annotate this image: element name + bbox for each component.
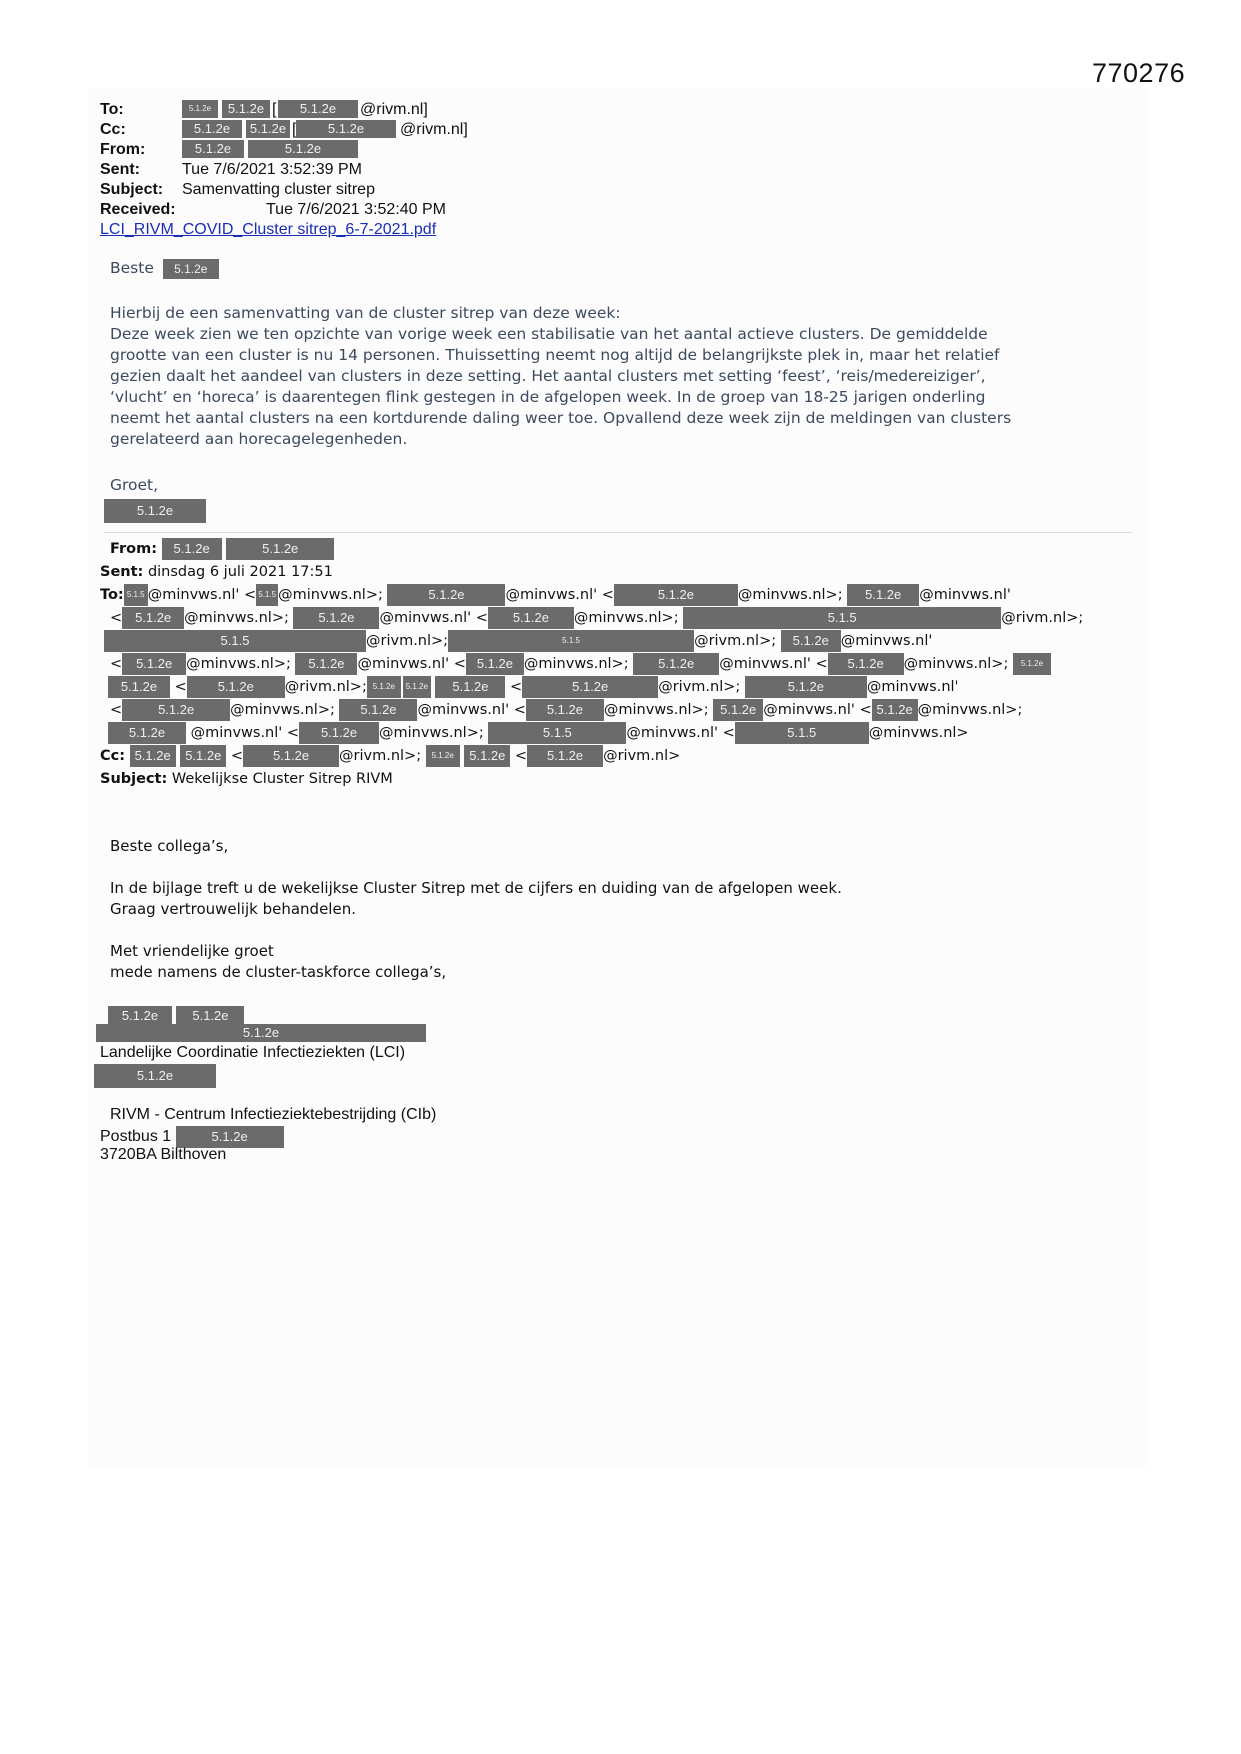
to-row-cont: 5.1.5 @rivm.nl>; 5.1.5 @rivm.nl>; 5.1.2e @minvws.nl' <box>100 630 1083 653</box>
redaction: 5.1.2e <box>104 499 206 523</box>
signature-title <box>96 1024 426 1042</box>
to-row-cont: 5.1.2e < 5.1.2e @rivm.nl>; 5.1.2e 5.1.2e 5.1.2e < 5.1.2e @rivm.nl>; 5.1.2e @minvws.nl' <box>100 676 1083 699</box>
redaction: 5.1.2e <box>96 1024 426 1042</box>
redaction: 5.1.2e <box>182 120 242 138</box>
redaction: 5.1.2e <box>180 745 226 767</box>
redaction: 5.1.5 <box>448 630 694 652</box>
message2-body <box>110 836 842 983</box>
redaction: 5.1.2e <box>488 607 574 629</box>
redaction: 5.1.2e <box>122 653 186 675</box>
redaction: 5.1.2e <box>435 676 505 698</box>
paragraph-line: In de bijlage treft u de wekelijkse Cluster Sitrep met de cijfers en duiding van de afgelopen week. <box>110 879 842 897</box>
redaction: 5.1.2e <box>464 745 510 767</box>
paragraph-line: gezien daalt het aandeel van clusters in deze setting. Het aantal clusters met setting ‘feest’, ‘reis/medereiziger’, <box>110 367 986 385</box>
redaction: 5.1.5 <box>735 722 869 744</box>
sent-label: Sent: <box>100 161 140 178</box>
from-row <box>100 538 1083 561</box>
cc-label: Cc: <box>100 748 126 764</box>
redaction: 5.1.2e <box>614 584 738 606</box>
redaction: 5.1.5 <box>124 584 148 606</box>
signature-city: 3720BA Bilthoven <box>100 1146 227 1163</box>
redaction: 5.1.2e <box>1013 653 1051 675</box>
sent-row <box>100 160 436 180</box>
paragraph-line: grootte van een cluster is nu 14 personen. Thuissetting neemt nog altijd de belangrijkste plek in, maar het relatief <box>110 346 1000 364</box>
closing: Groet, <box>110 476 159 494</box>
to-row: To: 5.1.5 @minvws.nl' < 5.1.5 @minvws.nl>; 5.1.2e @minvws.nl' < 5.1.2e @minvws.nl>; 5.1.2e @minvws.nl' <box>100 584 1083 607</box>
from-label: From: <box>110 541 157 557</box>
redaction: 5.1.2e <box>187 676 285 698</box>
to-domain: @rivm.nl] <box>360 101 428 118</box>
subject-value: Samenvatting cluster sitrep <box>182 181 375 198</box>
redaction: 5.1.2e <box>182 140 244 158</box>
subject-value: Wekelijkse Cluster Sitrep RIVM <box>171 771 393 787</box>
closing-line: Met vriendelijke groet <box>110 942 274 960</box>
paragraph-line: Deze week zien we ten opzichte van vorige week een stabilisatie van het aantal actieve clusters. De gemiddelde <box>110 325 988 343</box>
sent-value: dinsdag 6 juli 2021 17:51 <box>147 564 333 580</box>
cc-row: Cc: 5.1.2e 5.1.2e < 5.1.2e @rivm.nl>; 5.1.2e 5.1.2e < 5.1.2e @rivm.nl> <box>100 745 1083 768</box>
sent-row <box>100 561 1083 584</box>
redaction: 5.1.2e <box>299 722 379 744</box>
redaction: 5.1.2e <box>226 538 334 560</box>
redaction: 5.1.2e <box>847 584 919 606</box>
redaction: 5.1.2e <box>176 1126 284 1148</box>
redaction: 5.1.2e <box>176 1006 244 1026</box>
redaction: 5.1.2e <box>339 699 417 721</box>
greeting: Beste collega’s, <box>110 837 229 855</box>
redaction: 5.1.2e <box>426 745 460 767</box>
redaction: 5.1.2e <box>94 1064 216 1088</box>
subject-row <box>100 768 1083 791</box>
redaction: 5.1.2e <box>182 100 218 118</box>
subject-label: Subject: <box>100 771 168 787</box>
redaction: 5.1.2e <box>527 745 603 767</box>
received-value: Tue 7/6/2021 3:52:40 PM <box>266 201 446 218</box>
redaction: 5.1.2e <box>248 140 358 158</box>
greeting: Beste <box>110 259 154 277</box>
redaction: 5.1.2e <box>108 1006 172 1026</box>
redaction: 5.1.2e <box>163 259 219 279</box>
signature-name <box>108 1006 244 1026</box>
to-row: To: 5.1.2e 5.1.2e [ 5.1.2e @rivm.nl] <box>100 101 428 118</box>
subject-row <box>100 180 436 200</box>
to-row-cont: < 5.1.2e @minvws.nl>; 5.1.2e @minvws.nl' < 5.1.2e @minvws.nl>; 5.1.5 @rivm.nl>; <box>100 607 1083 630</box>
redaction: 5.1.2e <box>278 100 358 118</box>
redaction: 5.1.2e <box>781 630 841 652</box>
paragraph-line: neemt het aantal clusters na een kortdurende daling weer toe. Opvallend deze week zijn de meldingen van clusters <box>110 409 1012 427</box>
redaction: 5.1.2e <box>828 653 904 675</box>
message1-header <box>100 100 468 240</box>
redaction: 5.1.2e <box>526 699 604 721</box>
redaction: 5.1.2e <box>633 653 719 675</box>
redaction: 5.1.5 <box>256 584 278 606</box>
paragraph-line: gerelateerd aan horecagelegenheden. <box>110 430 408 448</box>
to-row-cont: < 5.1.2e @minvws.nl>; 5.1.2e @minvws.nl' < 5.1.2e @minvws.nl>; 5.1.2e @minvws.nl' < 5.1.2e @minvws.nl>; 5.1.2e <box>100 653 1083 676</box>
redaction: 5.1.2e <box>295 653 357 675</box>
redaction: 5.1.2e <box>108 676 170 698</box>
sent-label: Sent: <box>100 564 144 580</box>
paragraph-line: Hierbij de een samenvatting van de cluster sitrep van deze week: <box>110 304 621 322</box>
signature-department: Landelijke Coordinatie Infectieziekten (LCI) <box>100 1044 406 1061</box>
cc-label: Cc: <box>100 121 126 138</box>
redaction: 5.1.5 <box>683 607 1001 629</box>
redaction: 5.1.5 <box>104 630 366 652</box>
redaction: 5.1.2e <box>122 607 184 629</box>
attachment-link[interactable]: LCI_RIVM_COVID_Cluster sitrep_6-7-2021.pdf <box>100 221 437 238</box>
received-label: Received: <box>100 201 176 218</box>
closing-line: mede namens de cluster-taskforce collega’s, <box>110 963 447 981</box>
to-label: To: <box>100 587 124 603</box>
cc-row: Cc: 5.1.2e 5.1.2e [ 5.1.2e @rivm.nl] <box>100 121 468 138</box>
redaction: 5.1.2e <box>403 676 431 698</box>
redaction: 5.1.2e <box>522 676 658 698</box>
redaction: 5.1.5 <box>488 722 626 744</box>
from-row <box>100 140 436 160</box>
signature-organization: RIVM - Centrum Infectieziektebestrijding (CIb) <box>110 1106 437 1123</box>
redaction: 5.1.2e <box>293 607 379 629</box>
redaction: 5.1.2e <box>387 584 505 606</box>
document-number: 770276 <box>1092 58 1186 88</box>
divider <box>104 532 1132 533</box>
to-label: To: <box>100 101 124 118</box>
paragraph-line: ‘vlucht’ en ‘horeca’ is daarentegen flink gestegen in de afgelopen week. In de groep van 18-25 jarigen onderling <box>110 388 986 406</box>
redaction: 5.1.2e <box>466 653 524 675</box>
from-label: From: <box>100 141 146 158</box>
received-row <box>100 200 446 220</box>
redaction: 5.1.2e <box>872 699 918 721</box>
attachment-row <box>100 220 436 240</box>
redaction: 5.1.2e <box>162 538 222 560</box>
subject-label: Subject: <box>100 181 164 198</box>
redaction: 5.1.2e <box>122 699 230 721</box>
redaction: 5.1.2e <box>713 699 763 721</box>
message2-header <box>100 538 1083 791</box>
message1-body <box>110 258 1130 523</box>
redaction: 5.1.2e <box>108 722 186 744</box>
redaction: 5.1.2e <box>222 100 270 118</box>
redaction: 5.1.2e <box>296 120 396 138</box>
sent-value: Tue 7/6/2021 3:52:39 PM <box>182 161 362 178</box>
redaction: 5.1.2e <box>243 745 339 767</box>
redaction: 5.1.2e <box>246 120 290 138</box>
signature-postbus: Postbus 1 5.1.2e <box>100 1126 284 1148</box>
redaction: 5.1.2e <box>367 676 401 698</box>
signature-role <box>94 1064 216 1088</box>
redaction: 5.1.2e <box>745 676 867 698</box>
to-row-cont: 5.1.2e @minvws.nl' < 5.1.2e @minvws.nl>; 5.1.5 @minvws.nl' < 5.1.5 @minvws.nl> <box>100 722 1083 745</box>
redaction: 5.1.2e <box>130 745 176 767</box>
paragraph-line: Graag vertrouwelijk behandelen. <box>110 900 356 918</box>
to-row-cont: < 5.1.2e @minvws.nl>; 5.1.2e @minvws.nl' < 5.1.2e @minvws.nl>; 5.1.2e @minvws.nl' < 5.1.2e @minvws.nl>; <box>100 699 1083 722</box>
cc-domain: @rivm.nl] <box>400 121 468 138</box>
